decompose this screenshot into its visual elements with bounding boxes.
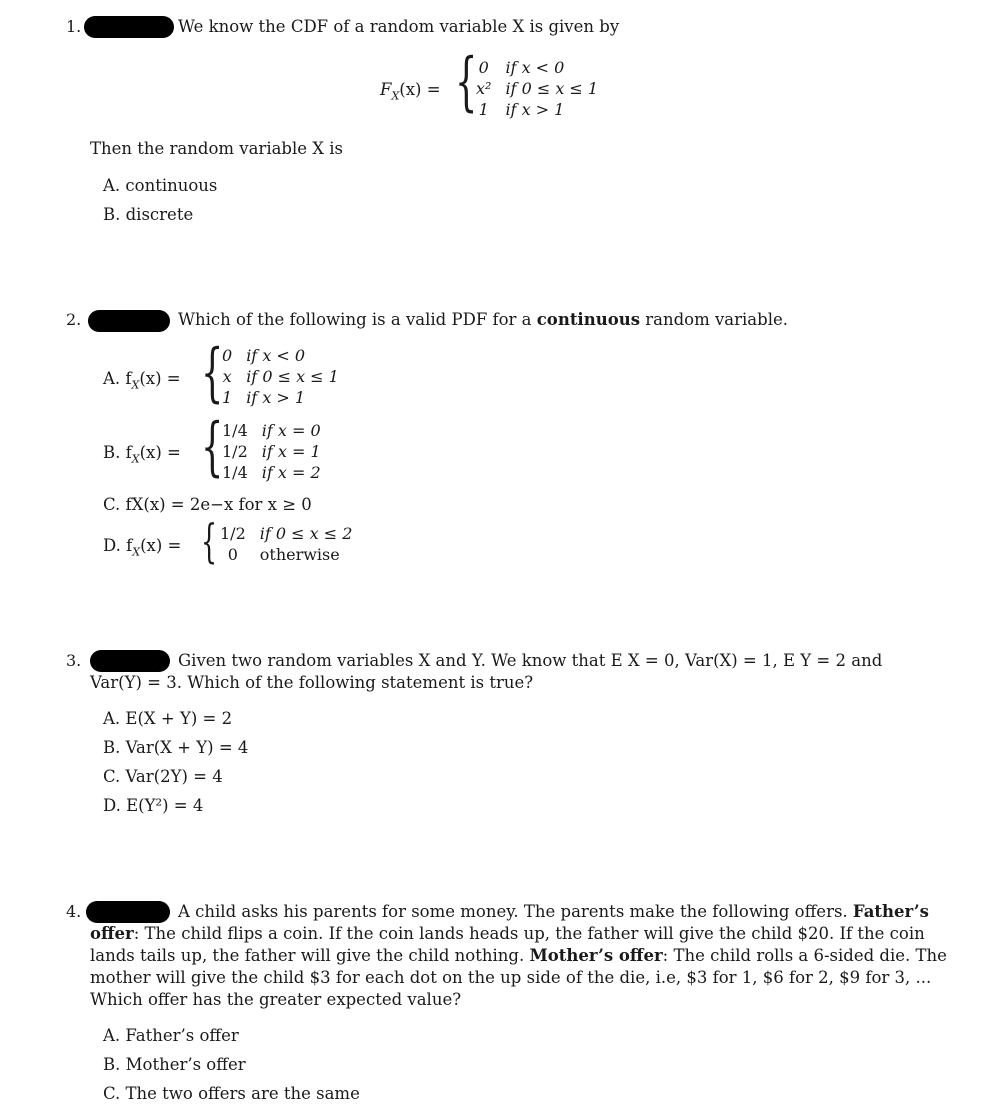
option-b[interactable]: B. Var(X + Y) = 4: [103, 738, 249, 757]
option-d-label[interactable]: D. $f_X(x)$ =: [103, 536, 182, 559]
cdf-cases: [476, 57, 604, 120]
redaction-mark: [88, 310, 170, 332]
question-1-number: 1.: [66, 17, 82, 36]
redaction-mark: [84, 16, 174, 38]
left-brace: {: [201, 336, 224, 410]
question-3-number: 3.: [66, 651, 82, 670]
left-brace: {: [201, 410, 224, 484]
option-c[interactable]: C. The two offers are the same: [103, 1084, 360, 1103]
left-brace: {: [201, 514, 218, 568]
question-4-line-1: A child asks his parents for some money. The parents make the following offers. Father’s: [178, 902, 929, 921]
question-2-intro: Which of the following is a valid PDF for a continuous random variable.: [178, 310, 788, 329]
question-4-line-5: Which offer has the greater expected value?: [90, 990, 462, 1009]
cdf-label: $F_X(x)$ =: [380, 80, 441, 103]
question-3-line-1: Given two random variables X and Y. We know that E X = 0, Var(X) = 1, E Y = 2 and: [178, 651, 883, 670]
question-4-line-4: mother will give the child $3 for each dot on the up side of the die, i.e, $3 for 1, $6 for 2, $9 for 3, ...: [90, 968, 932, 987]
question-3-line-2: Var(Y) = 3. Which of the following statement is true?: [90, 673, 534, 692]
question-4-line-2: offer: The child flips a coin. If the coin lands heads up, the father will give the child $20. If the coin: [90, 924, 925, 943]
option-b-label[interactable]: B. $f_X(x)$ =: [103, 443, 181, 466]
option-a-label[interactable]: A. $f_X(x)$ =: [103, 369, 181, 392]
question-2-number: 2.: [66, 310, 82, 329]
question-4-line-3: lands tails up, the father will give the child nothing. Mother’s offer: The child rolls a 6-sided die. The: [90, 946, 947, 965]
redaction-mark: [90, 650, 170, 672]
option-a-cases: 0 if x < 0 x if 0 ≤ x ≤ 1 1 if x > 1: [222, 346, 339, 407]
redaction-mark: [86, 901, 170, 923]
option-a[interactable]: A. Father’s offer: [103, 1026, 239, 1045]
case-row: x² if 0 ≤ x ≤ 1: [476, 79, 599, 98]
option-a[interactable]: A. E(X + Y) = 2: [103, 709, 233, 728]
case-row: 1 if x > 1: [478, 100, 565, 119]
option-d[interactable]: D. E(Y²) = 4: [103, 796, 204, 815]
left-brace: {: [455, 45, 478, 119]
option-b-cases: 1/4 if x = 0 1/2 if x = 1 1/4 if x = 2: [222, 421, 321, 482]
question-1-prompt: Then the random variable X is: [90, 139, 344, 158]
option-c[interactable]: C. Var(2Y) = 4: [103, 767, 223, 786]
question-1-intro: We know the CDF of a random variable X is given by: [178, 17, 620, 36]
case-row: 0 if x < 0: [478, 58, 565, 77]
option-b[interactable]: B. discrete: [103, 205, 194, 224]
option-c[interactable]: C. fX(x) = 2e−x for x ≥ 0: [103, 495, 312, 514]
option-d-cases: 1/2 if 0 ≤ x ≤ 2 0 otherwise: [220, 524, 353, 564]
option-a[interactable]: A. continuous: [103, 176, 218, 195]
question-4-number: 4.: [66, 902, 82, 921]
option-b[interactable]: B. Mother’s offer: [103, 1055, 246, 1074]
